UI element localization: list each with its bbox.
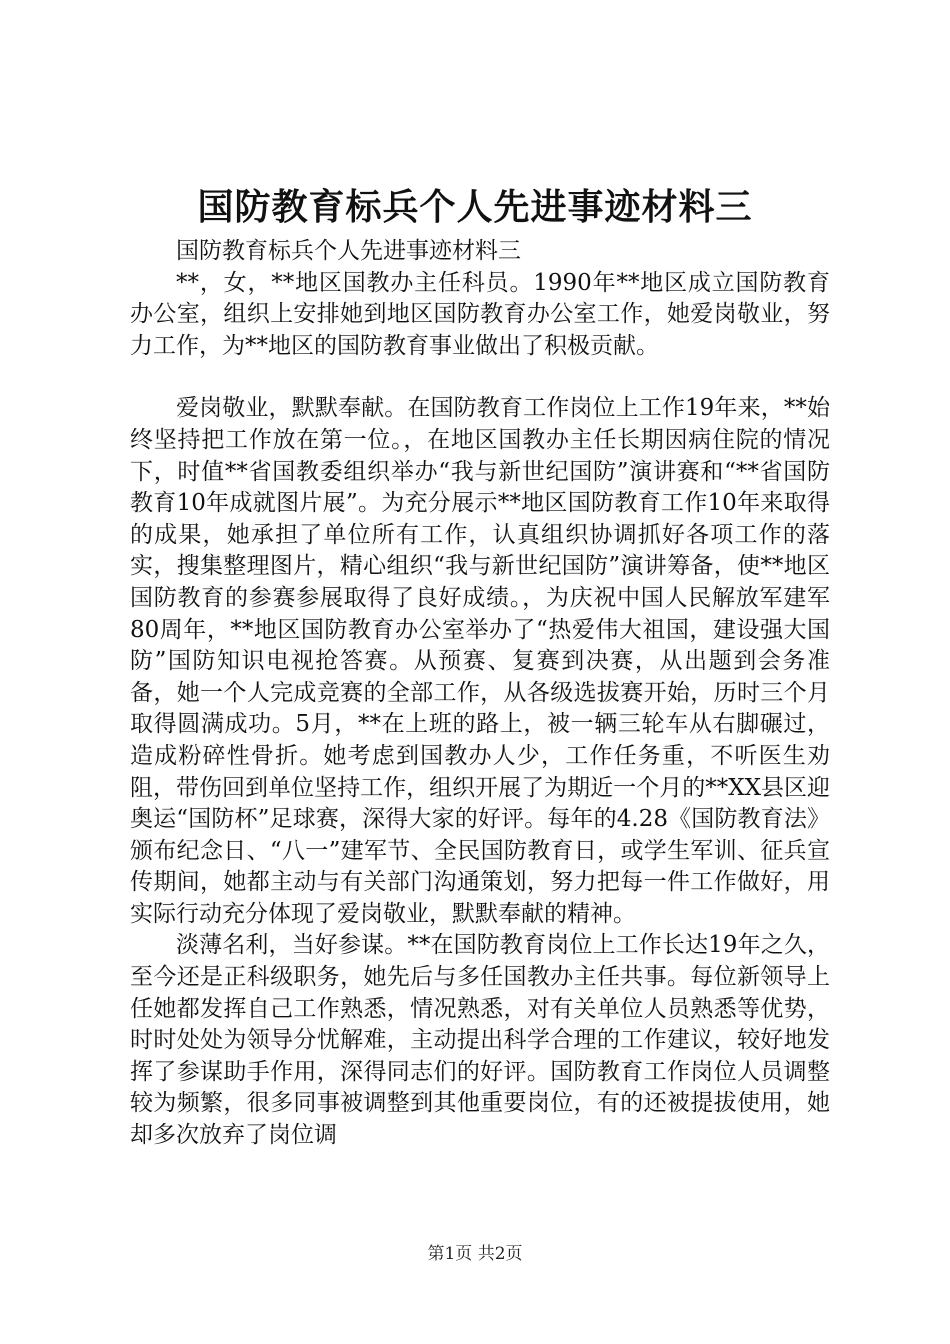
subtitle-paragraph: 国防教育标兵个人先进事迹材料三	[176, 238, 521, 264]
document-title: 国防教育标兵个人先进事迹材料三	[197, 186, 753, 228]
document-body	[130, 236, 830, 1152]
page-footer: 第1页 共2页	[427, 1244, 523, 1264]
dedication-paragraph: 爱岗敬业，默默奉献。在国防教育工作岗位上工作19年来，**始终坚持把工作放在第一位。，在地区国教办主任长期因病住院的情况下，时值**省国教委组织举办“我与新世纪国防”演讲赛和“**省国防教育10年成就图片展”。为充分展示**地区国防教育工作10年来取得的成果，她承担了单位所有工作，认真组织协调抓好各项工作的落实，搜集整理图片，精心组织“我与新世纪国防”演讲筹备，使**地区国防教育的参赛参展取得了良好成绩。，为庆祝中国人民解放军建军80周年，**地区国防教育办公室举办了“热爱伟大祖国，建设强大国防”国防知识电视抢答赛。从预赛、复赛到决赛，从出题到会务准备，她一个人完成竞赛的全部工作，从各级选拔赛开始，历时三个月取得圆满成功。5月，**在上班的路上，被一辆三轮车从右脚碾过，造成粉碎性骨折。她考虑到国教办人少，工作任务重，不听医生劝阻，带伤回到单位坚持工作，组织开展了为期近一个月的**XX县区迎奥运“国防杯”足球赛，深得大家的好评。每年的4.28《国防教育法》颁布纪念日、“八一”建军节、全民国防教育日，或学生军训、征兵宣传期间，她都主动与有关部门沟通策划，努力把每一件工作做好，用实际行动充分体现了爱岗敬业，默默奉献的精神。	[130, 395, 830, 927]
advisor-paragraph: 淡薄名利，当好参谋。**在国防教育岗位上工作长达19年之久，至今还是正科级职务，她先后与多任国教办主任共事。每位新领导上任她都发挥自己工作熟悉，情况熟悉，对有关单位人员熟悉等优势，时时处处为领导分忧解难，主动提出科学合理的工作建议，较好地发挥了参谋助手作用，深得同志们的好评。国防教育工作岗位人员调整较为频繁，很多同事被调整到其他重要岗位，有的还被提拔使用，她却多次放弃了岗位调	[130, 932, 830, 1149]
intro-paragraph: **，女，**地区国教办主任科员。1990年**地区成立国防教育办公室，组织上安排她到地区国防教育办公室工作，她爱岗敬业，努力工作，为**地区的国防教育事业做出了积极贡献。	[130, 269, 830, 359]
